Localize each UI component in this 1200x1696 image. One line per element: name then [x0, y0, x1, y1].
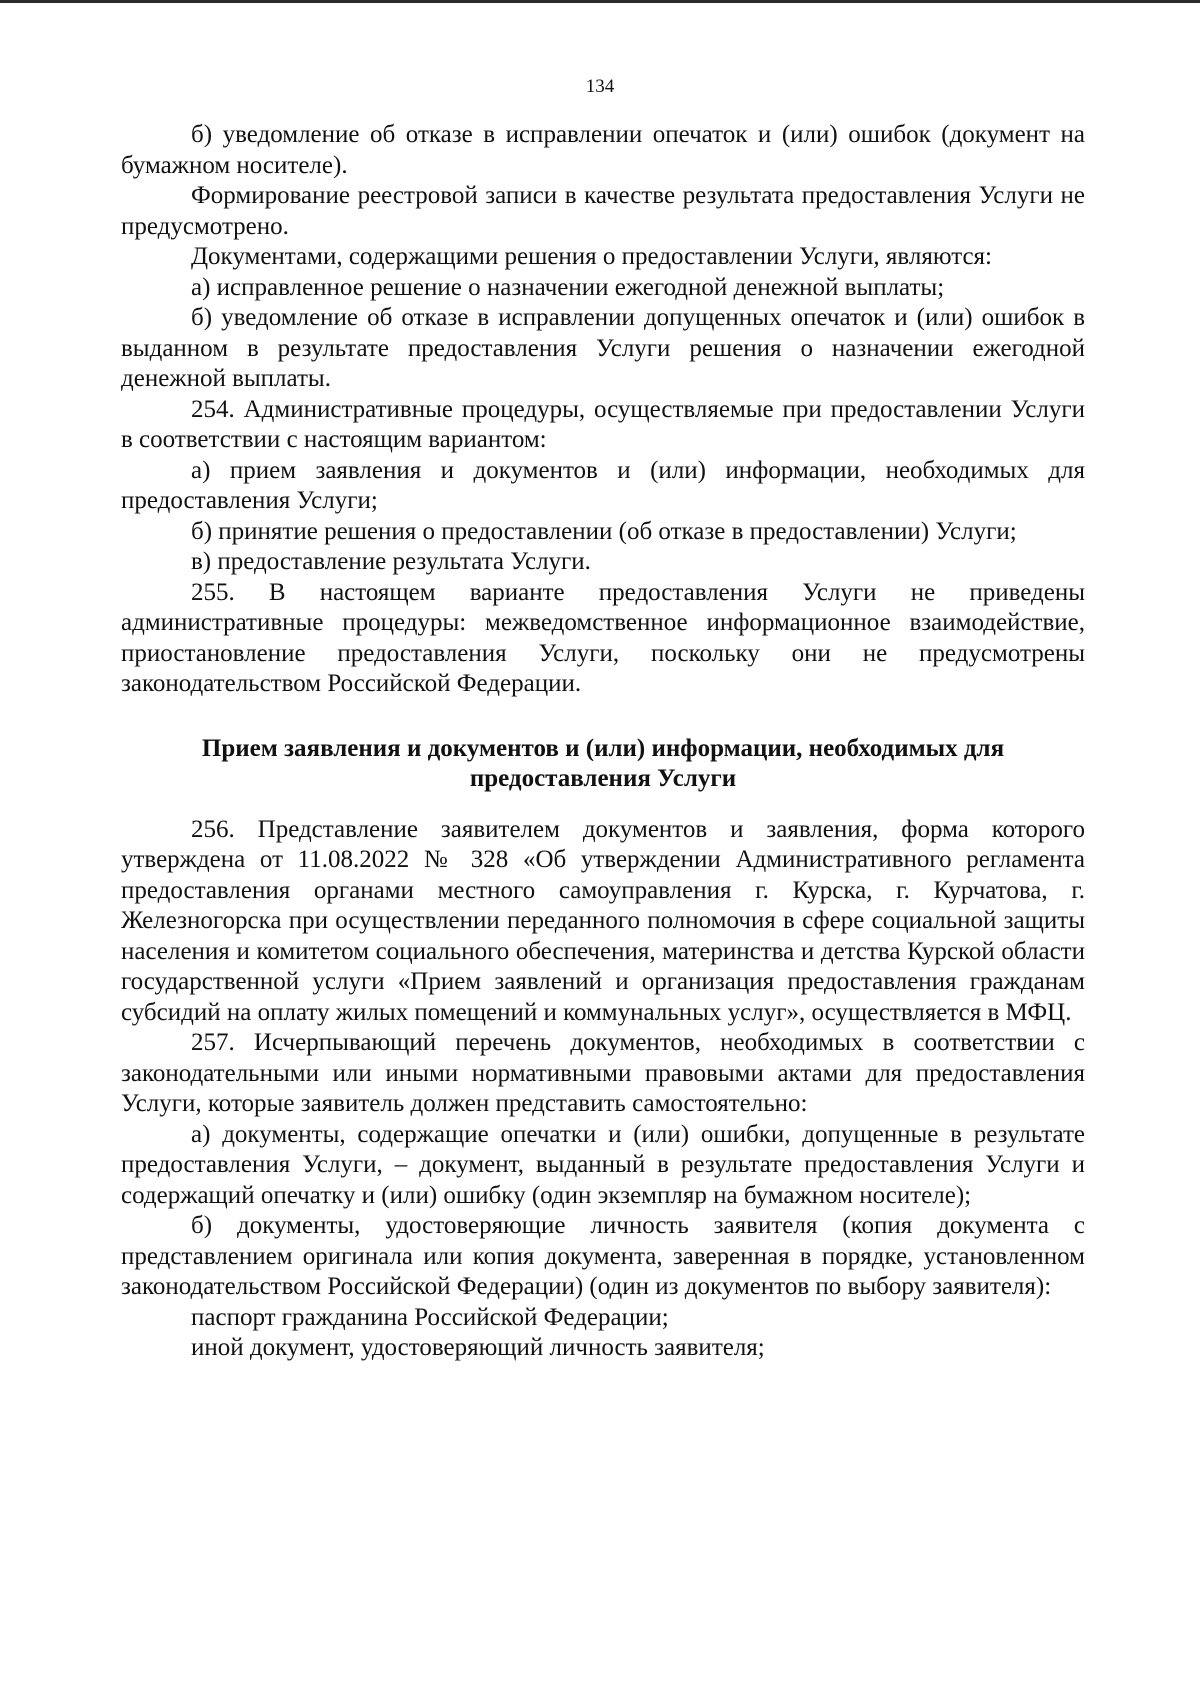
paragraph: а) документы, содержащие опечатки и (или) ошибки, допущенные в результате предоставления Услуги, – документ, выданный в результате предоставления Услуги и содержащий опечатку и (или) ошибку (один экземпляр на бумажном носителе); — [121, 1120, 1085, 1209]
paragraph: 254. Административные процедуры, осуществляемые при предоставлении Услуги в соответствии с настоящим вариантом: — [121, 395, 1085, 453]
paragraph: б) принятие решения о предоставлении (об отказе в предоставлении) Услуги; — [191, 517, 1017, 545]
list-item: паспорт гражданина Российской Федерации; — [191, 1303, 669, 1331]
paragraph: а) прием заявления и документов и (или) информации, необходимых для предоставления Услуги; — [121, 456, 1085, 514]
paragraph: Документами, содержащими решения о предоставлении Услуги, являются: — [191, 243, 992, 270]
document-body — [121, 120, 1085, 1364]
paragraph: б) документы, удостоверяющие личность заявителя (копия документа с представлением оригинала или копия документа, заверенная в порядке, установленном законодательством Российской Федерации) (один из документов по выбору заявителя): — [121, 1212, 1085, 1300]
paragraph: 255. В настоящем варианте предоставления Услуги не приведены административные процедуры: межведомственное информационное взаимодействие, приостановление предоставления Услуги, поскольку они не предусмотрены законодательством Российской Федерации. — [121, 578, 1085, 697]
page-number: 134 — [585, 76, 615, 97]
top-border-line — [0, 0, 1200, 3]
paragraph: 257. Исчерпывающий перечень документов, необходимых в соответствии с законодательными или иными нормативными правовыми актами для предоставления Услуги, которые заявитель должен представить самостоятельно: — [121, 1029, 1085, 1117]
paragraph: в) предоставление результата Услуги. — [191, 548, 591, 575]
paragraph: а) исправленное решение о назначении ежегодной денежной выплаты; — [191, 273, 945, 301]
paragraph: Формирование реестровой записи в качестве результата предоставления Услуги не предусмотрено. — [121, 182, 1085, 240]
section-heading — [121, 734, 1085, 795]
paragraph: б) уведомление об отказе в исправлении опечаток и (или) ошибок (документ на бумажном носителе). — [121, 121, 1085, 179]
list-item: иной документ, удостоверяющий личность заявителя; — [191, 1334, 765, 1361]
section-heading-line: Прием заявления и документов и (или) информации, необходимых для — [201, 734, 1005, 762]
paragraph: 256. Представление заявителем документов и заявления, форма которого утверждена от 11.08.2022 № 328 «Об утверждении Административного регламента предоставления органами местного самоуправления г. Курска, г. Курчатова, г. Железногорска при осуществлении переданного полномочия в сфере социальной защиты населения и комитетом социального обеспечения, материнства и детства Курской области государственной услуги «Прием заявлений и организация предоставления гражданам субсидий на оплату жилых помещений и коммунальных услуг», осуществляется в МФЦ. — [121, 815, 1085, 1026]
section-heading-line: предоставления Услуги — [469, 765, 737, 792]
paragraph: б) уведомление об отказе в исправлении допущенных опечаток и (или) ошибок в выданном в результате предоставления Услуги решения о назначении ежегодной денежной выплаты. — [121, 304, 1085, 392]
